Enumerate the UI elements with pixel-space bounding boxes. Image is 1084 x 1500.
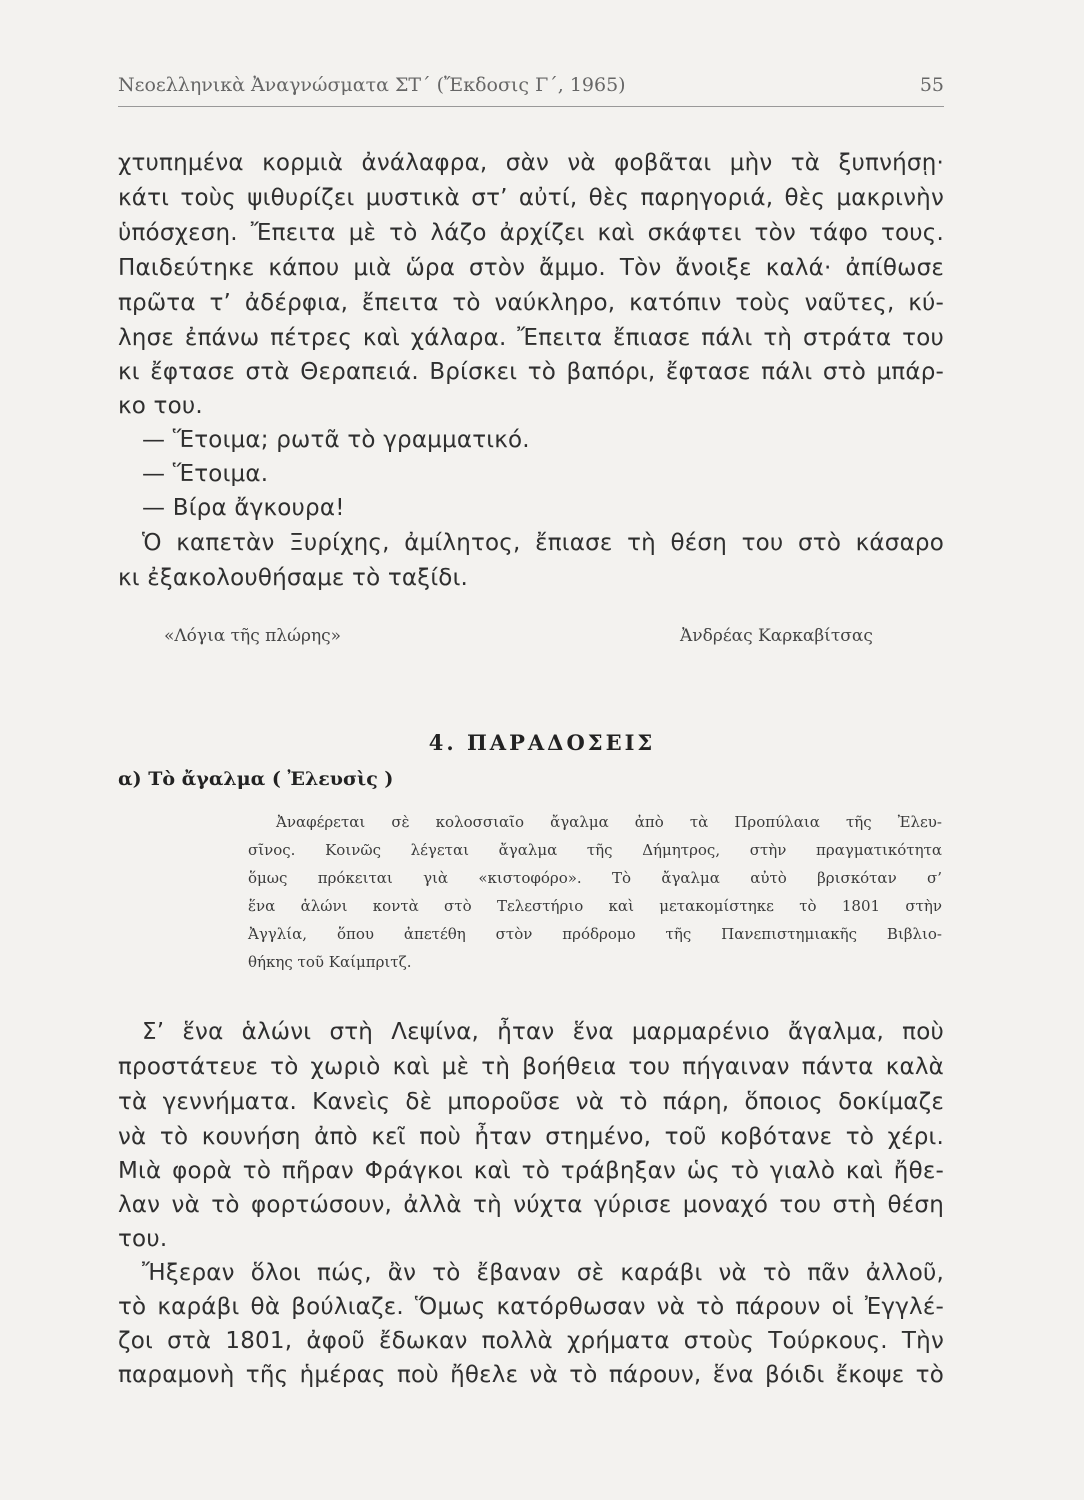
text-line: πρῶτα τ’ ἀδέρφια, ἔπειτα τὸ ναύκληρο, κατόπιν τοὺς ναῦτες, κύ-	[118, 290, 944, 316]
text-line: Παιδεύτηκε κάπου μιὰ ὥρα στὸν ἄμμο. Τὸν ἄνοιξε καλά· ἀπίθωσε	[118, 255, 944, 281]
text-line: λαν νὰ τὸ φορτώσουν, ἀλλὰ τὴ νύχτα γύρισε μοναχό του στὴ θέση	[118, 1192, 944, 1218]
text-line: Ὁ καπετὰν Ξυρίχης, ἀμίλητος, ἔπιασε τὴ θέση του στὸ κάσαρο	[142, 530, 944, 556]
text-line: του.	[118, 1226, 168, 1252]
note-line: Ἀγγλία, ὅπου ἀπετέθη στὸν πρόδρομο τῆς Πανεπιστημιακῆς Βιβλιο-	[248, 925, 942, 943]
note-line: σῖνος. Κοινῶς λέγεται ἄγαλμα τῆς Δήμητρος, στὴν πραγματικότητα	[248, 841, 942, 859]
text-line: κο του.	[118, 393, 203, 419]
text-line: Μιὰ φορὰ τὸ πῆραν Φράγκοι καὶ τὸ τράβηξαν ὡς τὸ γιαλὸ καὶ ἤθε-	[118, 1158, 944, 1184]
note-line: Ἀναφέρεται σὲ κολοσσιαῖο ἄγαλμα ἀπὸ τὰ Προπύλαια τῆς Ἐλευ-	[276, 813, 942, 831]
subsection-heading: α) Τὸ ἄγαλμα ( Ἐλευσὶς )	[118, 768, 394, 790]
dialogue-line: — Ἕτοιμα; ρωτᾶ τὸ γραμματικό.	[142, 427, 530, 453]
text-line: κι ἔφτασε στὰ Θεραπειά. Βρίσκει τὸ βαπόρι, ἔφτασε πάλι στὸ μπάρ-	[118, 359, 944, 385]
text-line: παραμονὴ τῆς ἡμέρας ποὺ ἤθελε νὰ τὸ πάρουν, ἕνα βόιδι ἔκοψε τὸ	[118, 1362, 944, 1388]
text-line: Ἤξεραν ὅλοι πώς, ἂν τὸ ἔβαναν σὲ καράβι νὰ τὸ πᾶν ἀλλοῦ,	[142, 1260, 944, 1286]
note-line: ἕνα ἁλώνι κοντὰ στὸ Τελεστήριο καὶ μετακομίστηκε τὸ 1801 στὴν	[248, 897, 942, 915]
header-rule	[118, 106, 944, 107]
text-line: προστάτευε τὸ χωριὸ καὶ μὲ τὴ βοήθεια του πήγαιναν πάντα καλὰ	[118, 1054, 944, 1080]
text-line: κάτι τοὺς ψιθυρίζει μυστικὰ στ’ αὐτί, θὲς παρηγοριά, θὲς μακρινὴν	[118, 185, 944, 211]
text-line: Σ’ ἕνα ἁλώνι στὴ Λεψίνα, ἦταν ἕνα μαρμαρένιο ἄγαλμα, ποὺ	[142, 1019, 944, 1045]
dialogue-line: — Ἕτοιμα.	[142, 461, 269, 487]
author-name: Ἀνδρέας Καρκαβίτσας	[680, 626, 873, 646]
note-line: ὅμως πρόκειται γιὰ «κιστοφόρο». Τὸ ἄγαλμα αὐτὸ βρισκόταν σ’	[248, 869, 942, 887]
header-title: Νεοελληνικὰ Ἀναγνώσματα ΣΤ´ (Ἔκδοσις Γ´, 1965)	[118, 74, 626, 96]
text-line: ὑπόσχεση. Ἔπειτα μὲ τὸ λάζο ἀρχίζει καὶ σκάφτει τὸν τάφο τους.	[118, 220, 944, 246]
text-line: χτυπημένα κορμιὰ ἀνάλαφρα, σὰν νὰ φοβᾶται μὴν τὰ ξυπνήσῃ·	[118, 150, 944, 176]
text-line: νὰ τὸ κουνήση ἀπὸ κεῖ ποὺ ἦταν στημένο, τοῦ κοβότανε τὸ χέρι.	[118, 1124, 944, 1150]
text-line: τὰ γεννήματα. Κανεὶς δὲ μποροῦσε νὰ τὸ πάρη, ὅποιος δοκίμαζε	[118, 1089, 944, 1115]
text-line: ζοι στὰ 1801, ἀφοῦ ἔδωκαν πολλὰ χρήματα στοὺς Τούρκους. Τὴν	[118, 1328, 944, 1354]
text-line: λησε ἐπάνω πέτρες καὶ χάλαρα. Ἔπειτα ἔπιασε πάλι τὴ στράτα του	[118, 325, 944, 351]
text-line: τὸ καράβι θὰ βούλιαζε. Ὅμως κατόρθωσαν νὰ τὸ πάρουν οἱ Ἐγγλέ-	[118, 1294, 944, 1320]
dialogue-line: — Βίρα ἄγκουρα!	[142, 495, 345, 521]
page-number: 55	[919, 74, 944, 96]
section-heading: 4. ΠΑΡΑΔΟΣΕΙΣ	[428, 730, 656, 755]
text-line: κι ἐξακολουθήσαμε τὸ ταξίδι.	[118, 565, 469, 591]
note-line: θήκης τοῦ Καίμπριτζ.	[248, 953, 412, 971]
running-header	[118, 74, 944, 96]
source-title: «Λόγια τῆς πλώρης»	[164, 626, 342, 646]
